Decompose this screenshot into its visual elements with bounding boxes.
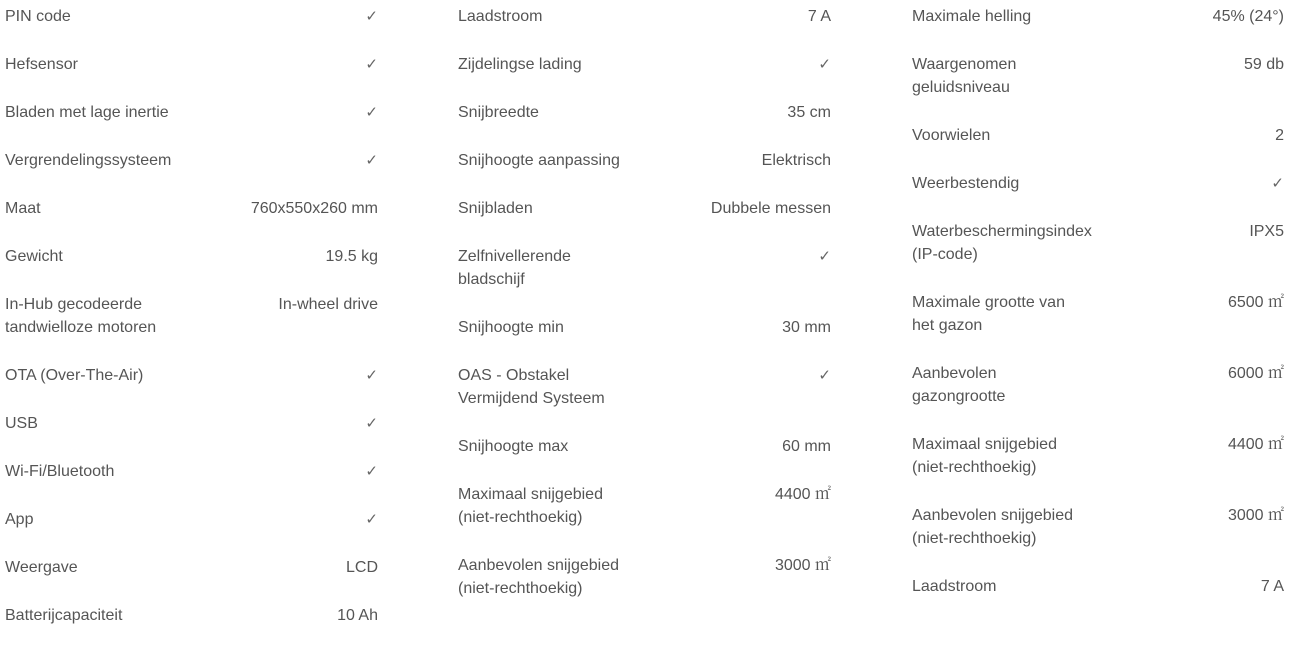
spec-value: 760x550x260 mm [250, 200, 378, 217]
spec-row-max-helling [912, 5, 1284, 53]
spec-value: 7 A [807, 8, 831, 25]
spec-row-zelfnivellerend [458, 245, 831, 316]
checkmark-icon: ✓ [365, 103, 378, 121]
spec-label: Snijhoogte aanpassing [458, 152, 620, 169]
spec-value: LCD [345, 559, 378, 576]
spec-row-ota [5, 364, 378, 412]
spec-label: Gewicht [5, 248, 63, 265]
spec-label: Maximale helling [912, 8, 1032, 25]
spec-column-1 [5, 5, 378, 652]
spec-column-2 [458, 5, 831, 625]
spec-label: Aanbevolen snijgebied (niet-rechthoekig) [912, 507, 1074, 547]
spec-label: Bladen met lage inertie [5, 104, 169, 121]
spec-label: Snijbreedte [458, 104, 539, 121]
spec-row-aanbevolen-gazon [912, 362, 1284, 433]
spec-row-app [5, 508, 378, 556]
checkmark-icon: ✓ [818, 55, 831, 73]
spec-row-vergrendeling [5, 149, 378, 197]
checkmark-icon: ✓ [365, 462, 378, 480]
spec-label: Aanbevolen gazongrootte [912, 365, 1006, 405]
spec-value: 6000 ㎡ [1227, 365, 1284, 382]
checkmark-icon: ✓ [818, 366, 831, 384]
spec-label: USB [5, 415, 38, 432]
spec-value: 4400 ㎡ [774, 486, 831, 503]
spec-value: 10 Ah [337, 607, 378, 624]
spec-value: 30 mm [782, 319, 831, 336]
checkmark-icon: ✓ [365, 414, 378, 432]
spec-value: 7 A [1260, 578, 1284, 595]
spec-column-3 [912, 5, 1284, 623]
spec-label: Maat [5, 200, 41, 217]
spec-value: 3000 ㎡ [1227, 507, 1284, 524]
spec-value: 6500 ㎡ [1227, 294, 1284, 311]
spec-value: Elektrisch [761, 152, 831, 169]
spec-row-voorwielen [912, 124, 1284, 172]
spec-row-snijhoogte-min [458, 316, 831, 364]
spec-row-motoren [5, 293, 378, 364]
checkmark-icon: ✓ [365, 510, 378, 528]
spec-row-geluidsniveau [912, 53, 1284, 124]
spec-row-max-gazon [912, 291, 1284, 362]
spec-label: Maximale grootte van het gazon [912, 294, 1065, 334]
spec-row-wifi [5, 460, 378, 508]
spec-row-oas [458, 364, 831, 435]
spec-label: OAS - Obstakel Vermijdend Systeem [458, 367, 605, 407]
spec-row-max-snijgebied-3 [912, 433, 1284, 504]
spec-value: Dubbele messen [710, 200, 831, 217]
spec-label: Laadstroom [912, 578, 997, 595]
checkmark-icon: ✓ [1271, 174, 1284, 192]
spec-label: Waargenomen geluidsniveau [912, 56, 1017, 96]
spec-row-hefsensor [5, 53, 378, 101]
spec-label: Snijhoogte min [458, 319, 564, 336]
checkmark-icon: ✓ [818, 247, 831, 265]
spec-label: Zijdelingse lading [458, 56, 582, 73]
spec-label: Maximaal snijgebied (niet-rechthoekig) [458, 486, 603, 526]
spec-value: 19.5 kg [325, 248, 378, 265]
spec-label: Snijbladen [458, 200, 533, 217]
spec-row-snijhoogte-max [458, 435, 831, 483]
spec-row-zijdelingse-lading [458, 53, 831, 101]
spec-label: Voorwielen [912, 127, 991, 144]
spec-row-max-snijgebied [458, 483, 831, 554]
spec-label: Laadstroom [458, 8, 543, 25]
spec-row-snijbreedte [458, 101, 831, 149]
spec-label: Vergrendelingssysteem [5, 152, 172, 169]
checkmark-icon: ✓ [365, 366, 378, 384]
checkmark-icon: ✓ [365, 55, 378, 73]
spec-value: 4400 ㎡ [1227, 436, 1284, 453]
checkmark-icon: ✓ [365, 7, 378, 25]
spec-label: OTA (Over-The-Air) [5, 367, 144, 384]
checkmark-icon: ✓ [365, 151, 378, 169]
spec-label: Aanbevolen snijgebied (niet-rechthoekig) [458, 557, 620, 597]
spec-row-maat [5, 197, 378, 245]
spec-row-usb [5, 412, 378, 460]
spec-label: Zelfnivellerende bladschijf [458, 248, 571, 288]
spec-value: 45% (24°) [1212, 8, 1284, 25]
spec-label: Maximaal snijgebied (niet-rechthoekig) [912, 436, 1057, 476]
spec-row-weergave [5, 556, 378, 604]
spec-value: 35 cm [787, 104, 831, 121]
spec-label: In-Hub gecodeerde tandwielloze motoren [5, 296, 157, 336]
spec-row-pin-code [5, 5, 378, 53]
spec-row-laadstroom-3 [912, 575, 1284, 623]
spec-row-aanbevolen-snijgebied [458, 554, 831, 625]
spec-row-batterij [5, 604, 378, 652]
spec-value: 60 mm [782, 438, 831, 455]
spec-row-aanbevolen-snijgebied-3 [912, 504, 1284, 575]
spec-label: Weergave [5, 559, 78, 576]
spec-row-gewicht [5, 245, 378, 293]
spec-value: In-wheel drive [278, 296, 378, 313]
spec-row-laadstroom [458, 5, 831, 53]
spec-label: Snijhoogte max [458, 438, 569, 455]
spec-value: 59 db [1243, 56, 1284, 73]
spec-value: 2 [1275, 127, 1284, 144]
spec-row-snijbladen [458, 197, 831, 245]
spec-label: Hefsensor [5, 56, 78, 73]
spec-row-bladen [5, 101, 378, 149]
spec-label: App [5, 511, 34, 528]
spec-label: Weerbestendig [912, 175, 1020, 192]
spec-value: 3000 ㎡ [774, 557, 831, 574]
spec-row-snijhoogte-aanpassing [458, 149, 831, 197]
spec-label: Waterbeschermingsindex (IP-code) [912, 223, 1092, 263]
spec-row-weerbestendig [912, 172, 1284, 220]
spec-value: IPX5 [1249, 223, 1284, 240]
spec-label: PIN code [5, 8, 71, 25]
spec-label: Wi-Fi/Bluetooth [5, 463, 115, 480]
spec-label: Batterijcapaciteit [5, 607, 123, 624]
spec-row-ip-code [912, 220, 1284, 291]
